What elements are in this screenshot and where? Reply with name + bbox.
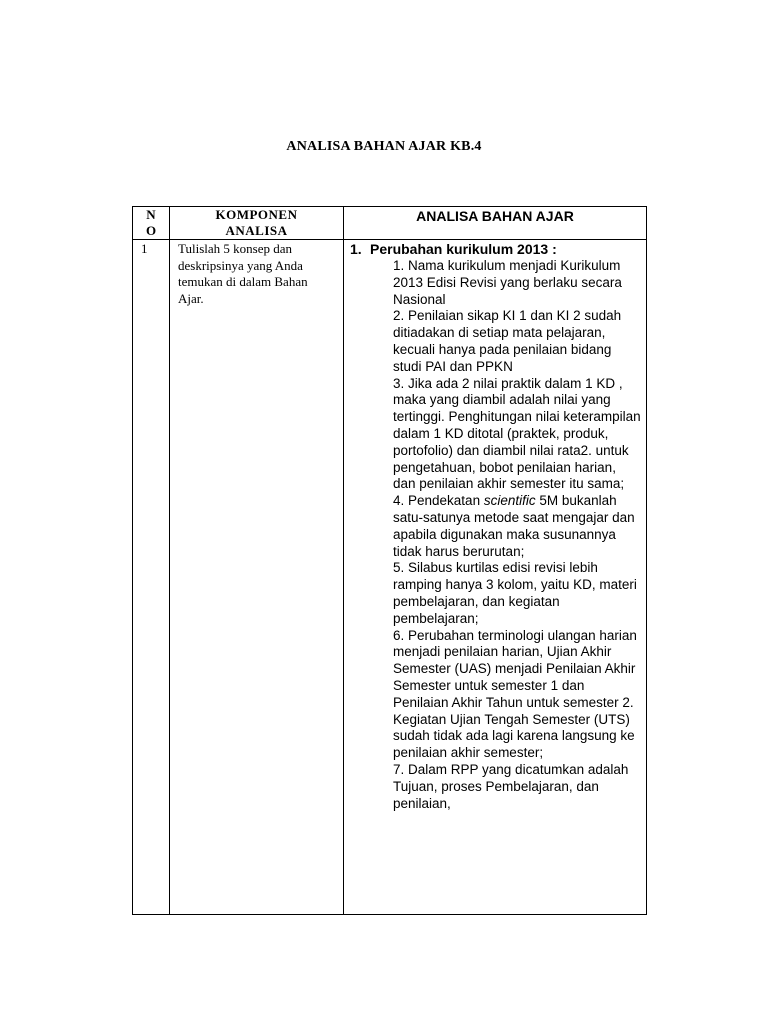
header-no-line2: O bbox=[145, 223, 157, 238]
header-no-line1: N bbox=[146, 207, 156, 222]
list-item: 5. Silabus kurtilas edisi revisi lebih ramping hanya 3 kolom, yaitu KD, materi pembelajaran, dan kegiatan pembelajaran; bbox=[393, 560, 637, 626]
list-item: 6. Perubahan terminologi ulangan harian menjadi penilaian harian, Ujian Akhir Semester (UAS) menjadi Penilaian Akhir Semester untuk semester 1 dan Penilaian Akhir Tahun untuk semester 2. Kegiatan Ujian Tengah Semester (UTS) sudah tidak ada lagi karena langsung ke penilaian akhir semester; bbox=[393, 627, 637, 761]
list-item-4 bbox=[393, 493, 642, 560]
list-item: 7. Dalam RPP yang dicatumkan adalah Tujuan, proses Pembelajaran, dan penilaian, bbox=[393, 761, 629, 811]
list-item: 1. Nama kurikulum menjadi Kurikulum 2013 Edisi Revisi yang berlaku secara Nasional bbox=[393, 258, 622, 307]
item4-suffix: 5M bukanlah satu-satunya metode saat mengajar dan apabila digunakan maka susunannya tidak harus berurutan; bbox=[393, 493, 635, 559]
header-no bbox=[133, 207, 170, 240]
row-analisa bbox=[344, 240, 647, 915]
item4-prefix: 4. Pendekatan bbox=[393, 493, 484, 509]
section-number: 1. bbox=[350, 241, 362, 257]
document-title: ANALISA BAHAN AJAR KB.4 bbox=[286, 139, 482, 154]
list-item: 2. Penilaian sikap KI 1 dan KI 2 sudah ditiadakan di setiap mata pelajaran, kecuali hanya pada penilaian bidang studi PAI dan PPKN bbox=[393, 308, 622, 374]
header-komponen bbox=[170, 207, 344, 240]
header-komponen-line1: KOMPONEN bbox=[215, 207, 298, 222]
row-komponen: Tulislah 5 konsep dan deskripsinya yang Anda temukan di dalam Bahan Ajar. bbox=[170, 240, 344, 915]
analysis-items bbox=[350, 258, 642, 812]
analysis-table bbox=[132, 206, 647, 915]
item4-emphasis: scientific bbox=[483, 493, 536, 509]
list-item: 3. Jika ada 2 nilai praktik dalam 1 KD , maka yang diambil adalah nilai yang tertinggi. Penghitungan nilai keterampilan dalam 1 KD ditotal (praktek, produk, portofolio) dan diambil nilai rata2. untuk pengetahuan, bobot penilaian harian, dan penilaian akhir semester itu sama; bbox=[393, 375, 641, 492]
header-analisa: ANALISA BAHAN AJAR bbox=[344, 207, 647, 240]
section-title: Perubahan kurikulum 2013 : bbox=[370, 241, 557, 257]
section-heading bbox=[350, 240, 642, 258]
table-row bbox=[133, 240, 647, 915]
row-number: 1 bbox=[133, 240, 170, 915]
table-header-row bbox=[133, 207, 647, 240]
header-komponen-line2: ANALISA bbox=[225, 223, 288, 238]
